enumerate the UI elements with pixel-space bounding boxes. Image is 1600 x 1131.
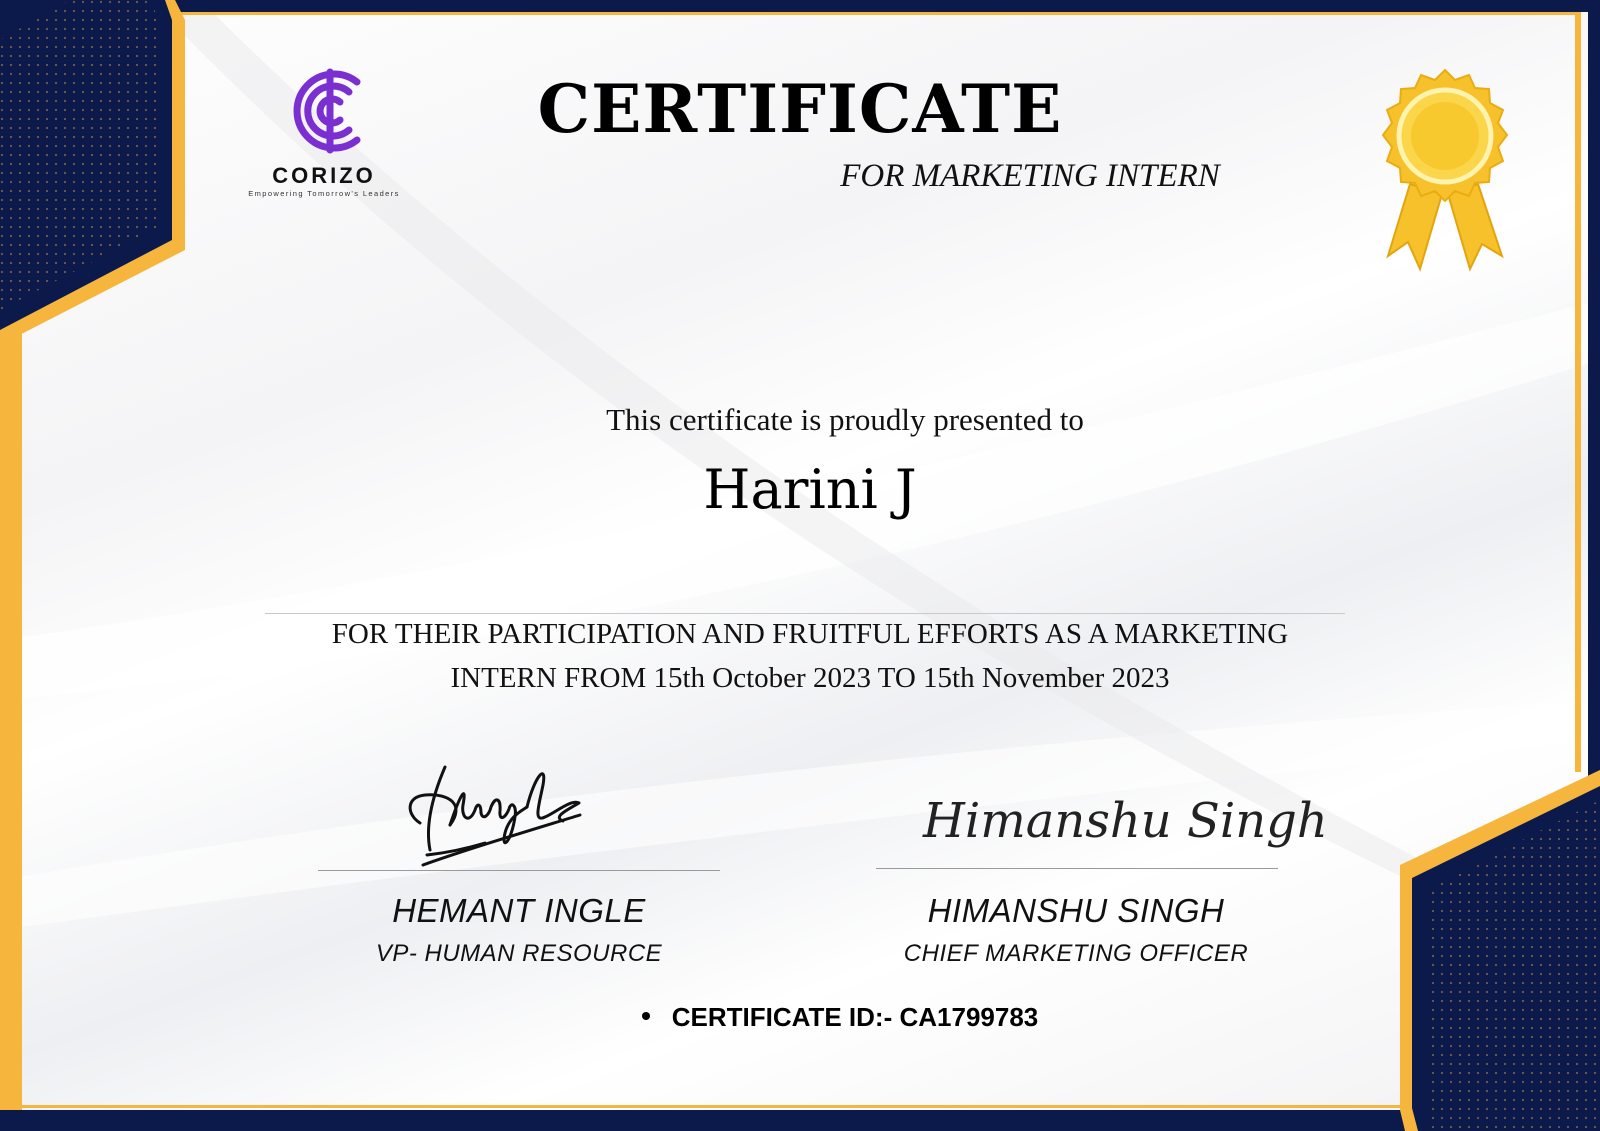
description-line-1: FOR THEIR PARTICIPATION AND FRUITFUL EFFORTS AS A MARKETING	[331, 618, 1289, 650]
corizo-c-icon	[218, 62, 430, 162]
bullet-icon	[642, 1012, 650, 1020]
signatory-name: HIMANSHU SINGH	[927, 892, 1225, 929]
logo-wordmark: CORIZO	[272, 163, 376, 188]
signatory-role: VP- HUMAN RESOURCE	[375, 940, 663, 967]
certificate-title: CERTIFICATE	[537, 70, 1063, 148]
presented-to-line: This certificate is proudly presented to	[606, 402, 1084, 437]
award-ribbon-icon	[1370, 64, 1520, 274]
signature-line-2	[876, 868, 1278, 869]
logo-tagline: Empowering Tomorrow's Leaders	[248, 189, 400, 198]
recipient-name: Harini J	[703, 458, 917, 521]
signatory-role: CHIEF MARKETING OFFICER	[903, 940, 1249, 967]
signatory-1	[318, 892, 720, 968]
certificate-id-text: CERTIFICATE ID:- CA1799783	[671, 1002, 1039, 1032]
corizo-logo	[218, 62, 430, 212]
certificate-subtitle: FOR MARKETING INTERN	[840, 158, 1220, 194]
certificate-id	[620, 1002, 1060, 1033]
signature-hemant-ingle	[405, 755, 595, 870]
signature-line-1	[318, 870, 720, 871]
signature-himanshu-singh	[915, 775, 1328, 875]
signature-himanshu-text: Himanshu Singh	[923, 793, 1328, 849]
certificate-description	[240, 612, 1380, 700]
signatory-2	[860, 892, 1292, 968]
signatory-name: HEMANT INGLE	[392, 892, 646, 929]
description-line-2: INTERN FROM 15th October 2023 TO 15th November 2023	[450, 662, 1170, 694]
